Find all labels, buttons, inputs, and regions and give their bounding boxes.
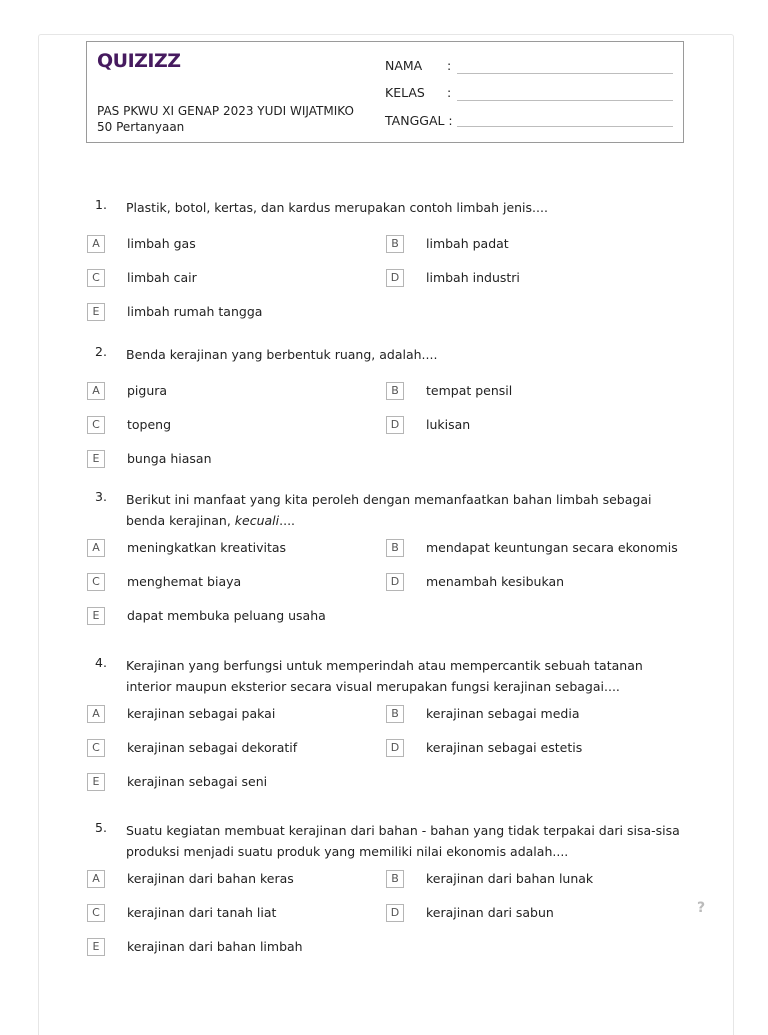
name-line xyxy=(457,73,673,74)
option-text: kerajinan dari bahan limbah xyxy=(127,939,303,954)
option-text: limbah industri xyxy=(426,270,520,285)
option-letter-box[interactable]: C xyxy=(87,269,105,287)
question-text xyxy=(126,820,686,862)
question-text-part: Plastik, botol, kertas, dan kardus merupakan contoh limbah jenis.... xyxy=(126,200,548,215)
option-letter-box[interactable]: A xyxy=(87,382,105,400)
option-text: bunga hiasan xyxy=(127,451,212,466)
quizizz-logo: QUIZIZZ xyxy=(97,50,181,72)
question-text xyxy=(126,489,686,531)
question-count: 50 Pertanyaan xyxy=(97,120,185,134)
answer-option-d[interactable] xyxy=(386,269,686,287)
option-text: menambah kesibukan xyxy=(426,574,565,589)
option-letter-box[interactable]: C xyxy=(87,739,105,757)
option-text: kerajinan sebagai seni xyxy=(127,774,268,789)
question-text xyxy=(126,197,686,218)
answer-option-e[interactable] xyxy=(87,607,377,625)
answer-option-a[interactable] xyxy=(87,539,377,557)
option-letter-box[interactable]: A xyxy=(87,705,105,723)
option-text: tempat pensil xyxy=(426,383,513,398)
option-letter-box[interactable]: E xyxy=(87,773,105,791)
answer-option-d[interactable] xyxy=(386,739,686,757)
question-number: 1. xyxy=(95,197,107,212)
answer-option-e[interactable] xyxy=(87,938,377,956)
answer-option-d[interactable] xyxy=(386,904,686,922)
date-label: TANGGAL : xyxy=(385,113,453,128)
class-colon: : xyxy=(447,85,452,100)
option-letter-box[interactable]: E xyxy=(87,938,105,956)
answer-option-c[interactable] xyxy=(87,416,377,434)
answer-option-a[interactable] xyxy=(87,235,377,253)
answer-option-d[interactable] xyxy=(386,573,686,591)
option-letter-box[interactable]: D xyxy=(386,416,404,434)
answer-option-b[interactable] xyxy=(386,870,686,888)
name-label: NAMA xyxy=(385,58,423,73)
question-text xyxy=(126,655,686,697)
option-text: kerajinan dari bahan keras xyxy=(127,871,294,886)
option-letter-box[interactable]: B xyxy=(386,235,404,253)
question-text-part: Suatu kegiatan membuat kerajinan dari bahan - bahan yang tidak terpakai dari sisa-sisa produksi menjadi suatu produk yang memiliki nilai ekonomis adalah.... xyxy=(126,823,680,859)
question-number: 2. xyxy=(95,344,107,359)
option-letter-box[interactable]: B xyxy=(386,539,404,557)
name-field xyxy=(385,58,452,73)
option-letter-box[interactable]: E xyxy=(87,607,105,625)
date-line xyxy=(457,126,673,127)
answer-option-c[interactable] xyxy=(87,739,377,757)
option-letter-box[interactable]: E xyxy=(87,450,105,468)
question-number: 5. xyxy=(95,820,107,835)
class-label: KELAS xyxy=(385,85,425,100)
option-letter-box[interactable]: B xyxy=(386,870,404,888)
option-letter-box[interactable]: B xyxy=(386,382,404,400)
option-letter-box[interactable]: D xyxy=(386,573,404,591)
answer-option-b[interactable] xyxy=(386,235,686,253)
answer-option-b[interactable] xyxy=(386,705,686,723)
answer-option-c[interactable] xyxy=(87,904,377,922)
option-text: kerajinan dari sabun xyxy=(426,905,554,920)
quiz-title: PAS PKWU XI GENAP 2023 YUDI WIJATMIKO xyxy=(97,104,354,118)
question-text-part: Berikut ini manfaat yang kita peroleh dengan memanfaatkan bahan limbah sebagai benda kerajinan, xyxy=(126,492,652,528)
answer-option-a[interactable] xyxy=(87,870,377,888)
answer-option-c[interactable] xyxy=(87,269,377,287)
answer-option-e[interactable] xyxy=(87,773,377,791)
option-letter-box[interactable]: A xyxy=(87,539,105,557)
option-text: topeng xyxy=(127,417,172,432)
answer-option-e[interactable] xyxy=(87,450,377,468)
answer-option-a[interactable] xyxy=(87,382,377,400)
option-letter-box[interactable]: D xyxy=(386,739,404,757)
option-letter-box[interactable]: B xyxy=(386,705,404,723)
option-letter-box[interactable]: E xyxy=(87,303,105,321)
option-letter-box[interactable]: C xyxy=(87,573,105,591)
answer-option-d[interactable] xyxy=(386,416,686,434)
option-text: kerajinan sebagai pakai xyxy=(127,706,276,721)
option-text: dapat membuka peluang usaha xyxy=(127,608,326,623)
answer-option-b[interactable] xyxy=(386,539,686,557)
option-text: limbah rumah tangga xyxy=(127,304,263,319)
name-colon: : xyxy=(447,58,452,73)
question-mark-icon[interactable]: ? xyxy=(697,900,706,916)
option-text: kerajinan dari bahan lunak xyxy=(426,871,594,886)
answer-option-b[interactable] xyxy=(386,382,686,400)
option-text: kerajinan sebagai estetis xyxy=(426,740,583,755)
option-text: limbah gas xyxy=(127,236,196,251)
option-letter-box[interactable]: D xyxy=(386,904,404,922)
option-letter-box[interactable]: A xyxy=(87,235,105,253)
option-letter-box[interactable]: A xyxy=(87,870,105,888)
option-text: limbah cair xyxy=(127,270,197,285)
class-field xyxy=(385,85,452,100)
question-text xyxy=(126,344,686,365)
option-text: menghemat biaya xyxy=(127,574,242,589)
option-text: kerajinan dari tanah liat xyxy=(127,905,277,920)
option-text: kerajinan sebagai media xyxy=(426,706,580,721)
question-number: 3. xyxy=(95,489,107,504)
option-text: meningkatkan kreativitas xyxy=(127,540,287,555)
option-text: kerajinan sebagai dekoratif xyxy=(127,740,298,755)
class-line xyxy=(457,100,673,101)
option-letter-box[interactable]: C xyxy=(87,904,105,922)
option-text: pigura xyxy=(127,383,168,398)
question-text-part: Kerajinan yang berfungsi untuk memperindah atau mempercantik sebuah tatanan interior maupun eksterior secara visual merupakan fungsi kerajinan sebagai.... xyxy=(126,658,643,694)
option-text: lukisan xyxy=(426,417,471,432)
option-text: mendapat keuntungan secara ekonomis xyxy=(426,540,678,555)
question-text-part: Benda kerajinan yang berbentuk ruang, adalah.... xyxy=(126,347,438,362)
answer-option-c[interactable] xyxy=(87,573,377,591)
option-text: limbah padat xyxy=(426,236,509,251)
date-field xyxy=(385,113,453,128)
answer-option-e[interactable] xyxy=(87,303,377,321)
option-letter-box[interactable]: C xyxy=(87,416,105,434)
worksheet-header xyxy=(86,41,684,143)
answer-option-a[interactable] xyxy=(87,705,377,723)
question-text-emphasis: kecuali xyxy=(234,513,280,528)
question-text-part: .... xyxy=(279,513,296,528)
question-number: 4. xyxy=(95,655,107,670)
option-letter-box[interactable]: D xyxy=(386,269,404,287)
